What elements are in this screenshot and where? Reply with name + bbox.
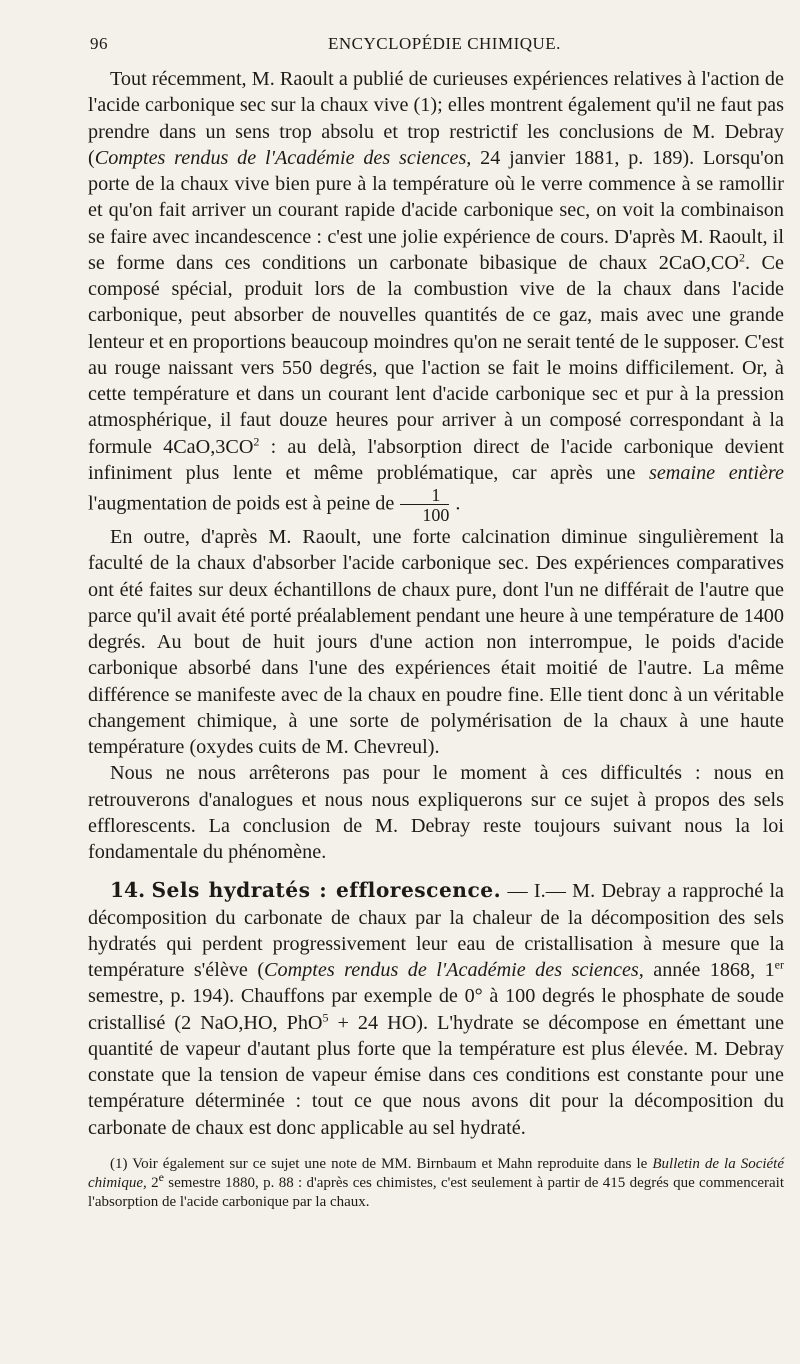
section14-text-b: année 1868, 1 xyxy=(643,959,775,981)
running-title: ENCYCLOPÉDIE CHIMIQUE. xyxy=(328,34,561,53)
footnote-text-a: (1) Voir également sur ce sujet une note de MM. Birnbaum et Mahn reproduite dans le xyxy=(110,1155,653,1172)
section-number: 14. xyxy=(110,878,146,903)
para1-text-a: Tout récemment, M. Raoult a publié de curieuses expériences relatives à l'action de l'acide carbonique sec sur la chaux vive (1); elles montrent également qu'il ne faut pas prendre dans un sens trop absolu et trop restrictif les conclusions de M. Debray ( xyxy=(88,68,784,169)
footnote-text-b: 2 xyxy=(146,1174,159,1191)
section-gap xyxy=(88,865,784,877)
footnote-text-c: semestre 1880, p. 88 : d'après ces chimistes, c'est seulement à partir de 415 degrés que commencerait l'absorption de l'acide carbonique par la chaux. xyxy=(88,1174,785,1210)
para1-emphasis: semaine entière xyxy=(648,461,784,484)
para1-text-d: : au delà, l'absorption direct de l'acide carbonique devient infiniment plus lente et même problématique, car après une xyxy=(88,435,785,484)
para1-text-f: . xyxy=(455,492,461,515)
fraction-one-hundredth xyxy=(400,486,449,524)
paragraph-calcination: En outre, d'après M. Raoult, une forte calcination diminue singulièrement la faculté de la chaux d'absorber l'acide carbonique sec. Des expériences comparatives ont été faites sur deux échantillons de chaux pure, dont l'un ne différait de l'autre que parce qu'il avait été porté préalablement pendant une heure à une température de 1400 degrés. Au bout de huit jours d'une action non interrompue, le poids d'acide carbonique absorbé dans l'une des expériences était moitié de l'autre. La même différence se manifeste avec de la chaux en poudre fine. Elle tient donc à un véritable changement chimique, à une sorte de polymérisation de la chaux à une haute température (oxydes cuits de M. Chevreul). xyxy=(88,526,784,758)
para1-superscript-1: 2 xyxy=(738,250,745,265)
section14-text-c: semestre, p. 194). Chauffons par exemple de 0° à 100 degrés le phosphate de soude cristallisé (2 NaO,HO, PhO xyxy=(88,985,784,1034)
footnote-gap xyxy=(88,1141,784,1155)
para1-text-e: l'augmentation de poids est à peine de xyxy=(88,492,395,515)
para1-superscript-2: 2 xyxy=(253,433,260,448)
section14-superscript-5: 5 xyxy=(322,1009,329,1024)
section-title: Sels hydratés : efflorescence. xyxy=(151,878,502,903)
running-header xyxy=(90,34,780,60)
page-number: 96 xyxy=(90,34,108,53)
para1-citation: Comptes rendus de l'Académie des sciences, xyxy=(94,146,472,169)
section14-citation: Comptes rendus de l'Académie des sciences, xyxy=(264,959,644,981)
paragraph-raoult-experiments xyxy=(88,66,784,524)
fraction-numerator: 1 xyxy=(431,485,441,505)
section14-superscript-er: er xyxy=(774,957,784,972)
footnote xyxy=(88,1155,784,1212)
section-14-paragraph xyxy=(88,877,784,1141)
text-body xyxy=(88,66,784,1212)
footnote-superscript-e: e xyxy=(158,1169,164,1184)
footnote-journal: Bulletin de la Société chimique, xyxy=(88,1155,785,1191)
para1-text-c: . Ce composé spécial, produit lors de la combustion vive de la chaux dans l'acide carbonique, peut absorber de nouvelles quantités de ce gaz, mais avec une grande lenteur et en proportions beaucoup moindres qu'on ne serait tenté de le supposer. C'est au rouge naissant vers 550 degrés, que l'action se fait le moins difficilement. Or, à cette température et dans un courant lent d'acide carbonique sec et pur à la pression atmosphérique, il faut douze heures pour arriver à un composé correspondant à la formule 4CaO,3CO xyxy=(88,251,784,458)
paragraph-conclusion: Nous ne nous arrêterons pas pour le moment à ces difficultés : nous en retrouverons d'analogues et nous nous expliquerons sur ce sujet à propos des sels efflorescents. La conclusion de M. Debray reste toujours suivant nous la loi fondamentale du phénomène. xyxy=(88,762,784,863)
section14-text-a: — I.— M. Debray a rapproché la décomposition du carbonate de chaux par la chaleur de la décomposition des sels hydratés qui perdent progressivement leur eau de cristallisation à mesure que la température s'élève ( xyxy=(88,880,785,981)
para1-text-b: 24 janvier 1881, p. 189). Lorsqu'on porte de la chaux vive bien pure à la température où le verre commence à se ramollir et qu'on fait arriver un courant rapide d'acide carbonique sec, on voit la combinaison se faire avec incandescence : c'est une jolie expérience de cours. D'après M. Raoult, il se forme dans ces conditions un carbonate bibasique de chaux 2CaO,CO xyxy=(88,146,784,274)
fraction-denominator: 100 xyxy=(400,504,449,524)
section14-text-d: + 24 HO). L'hydrate se décompose en émettant une quantité de vapeur d'autant plus forte que la température est plus élevée. M. Debray constate que la tension de vapeur émise dans ces conditions est constante pour une température déterminée : tout ce que nous avons dit pour la décomposition du carbonate de chaux est donc applicable au sel hydraté. xyxy=(88,1011,784,1139)
